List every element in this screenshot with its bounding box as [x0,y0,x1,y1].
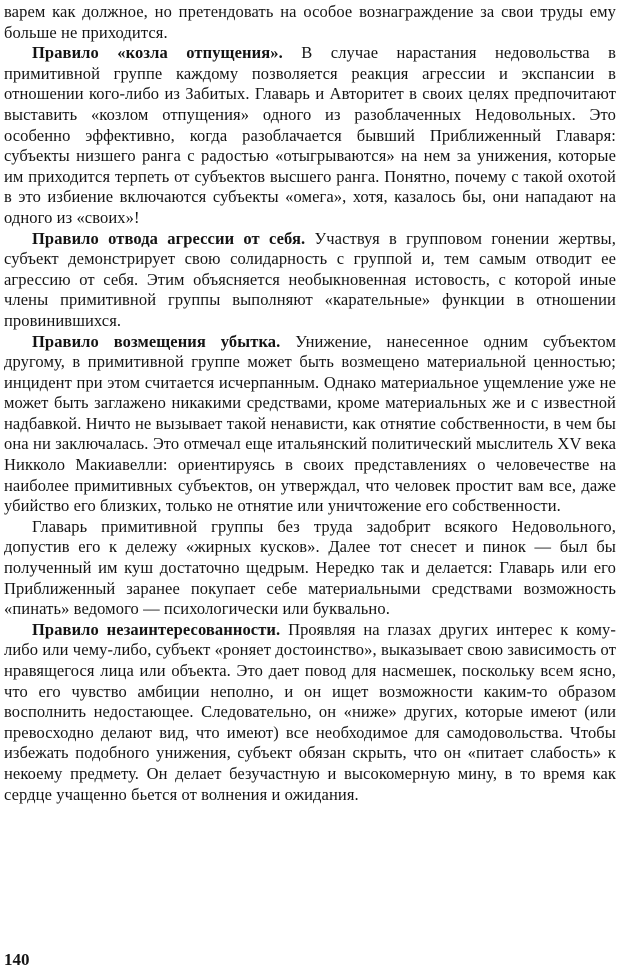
paragraph-disinterest-rule [4,620,616,805]
paragraph-text: Унижение, нанесенное одним субъектом другому, в примитивной группе может быть возмещено материальной ценностью; инцидент при этом считается исчерпанным. Однако материальное ущемление уже не может быть заглажено никакими средствами, кроме материальных же и с известной надбавкой. Ничто не вызывает такой ненависти, как отнятие собственности, в чем бы она ни заключалась. Это отмечал еще итальянский политический мыслитель XV века Никколо Макиавелли: ориентируясь в своих представлениях о человечестве на наиболее примитивных субъектов, он утверждал, что человек простит вам все, даже убийство его близких, только не отнятие или уничтожение его собственности. [4,331,616,516]
paragraph-damage-compensation-rule [4,332,616,517]
paragraph-heading: Правило незаинтересованности. [32,619,281,639]
page-number: 140 [4,950,30,969]
paragraph-continuation [4,2,616,43]
paragraph-text: В случае нарастания недовольства в примитивной группе каждому позволяется реакция агрессии и экспансии в отношении кого-либо из Забитых. Главарь и Авторитет в своих целях предпочитают выставить «козлом отпущения» одного из разоблаченных Недовольных. Это особенно эффективно, когда разоблачается бывший Приближенный Главаря: субъекты низшего ранга с радостью «отыгрываются» на нем за унижения, которые им приходится терпеть от субъектов высшего ранга. Понятно, почему с такой охотой в это избиение включаются субъекты «омега», хотя, казалось бы, они нападают на одного из «своих»! [4,43,616,227]
paragraph-text: Участвуя в групповом гонении жертвы, субъект демонстрирует свою солидарность с группой и, тем самым отводит ее агрессию от себя. Этим объясняется необыкновенная истовость, с которой иные члены примитивной группы выполняют «карательные» функции в отношении провинившихся. [4,228,616,330]
paragraph-leader-appeasement [4,517,616,620]
paragraph-heading: Правило «козла отпущения». [32,43,283,63]
paragraph-text: Главарь примитивной группы без труда задобрит всякого Недовольного, допустив его к дележу «жирных кусков». Далее тот снесет и пинок — был бы полученный им куш достаточно щедрым. Нередко так и делается: Главарь или его Приближенный заранее покупает себе материальными средствами возможность «пинать» ведомого — психологически или буквально. [4,516,616,619]
book-page [4,2,616,974]
paragraph-aggression-diversion-rule [4,229,616,332]
paragraph-text: Проявляя на глазах других интерес к кому-либо или чему-либо, субъект «роняет достоинство», выказывает свою зависимость от нравящегося лица или объекта. Это дает повод для насмешек, поскольку всем ясно, что его чувство амбиции неполно, и он ищет возможности каким-то образом восполнить недостающее. Следовательно, он «ниже» других, которые имеют (или превосходно делают вид, что имеют) все необходимое для самодовольства. Чтобы избежать подобного унижения, субъект обязан скрыть, что он «питает слабость» к некоему предмету. Он делает безучастную и высокомерную мину, в то время как сердце учащенно бьется от волнения и ожидания. [4,619,617,804]
paragraph-heading: Правило отвода агрессии от себя. [32,228,306,248]
paragraph-heading: Правило возмещения убытка. [32,331,281,351]
paragraph-text: варем как должное, но претендовать на особое вознаграждение за свои труды ему больше не приходится. [4,2,616,42]
paragraph-scapegoat-rule [4,43,616,228]
